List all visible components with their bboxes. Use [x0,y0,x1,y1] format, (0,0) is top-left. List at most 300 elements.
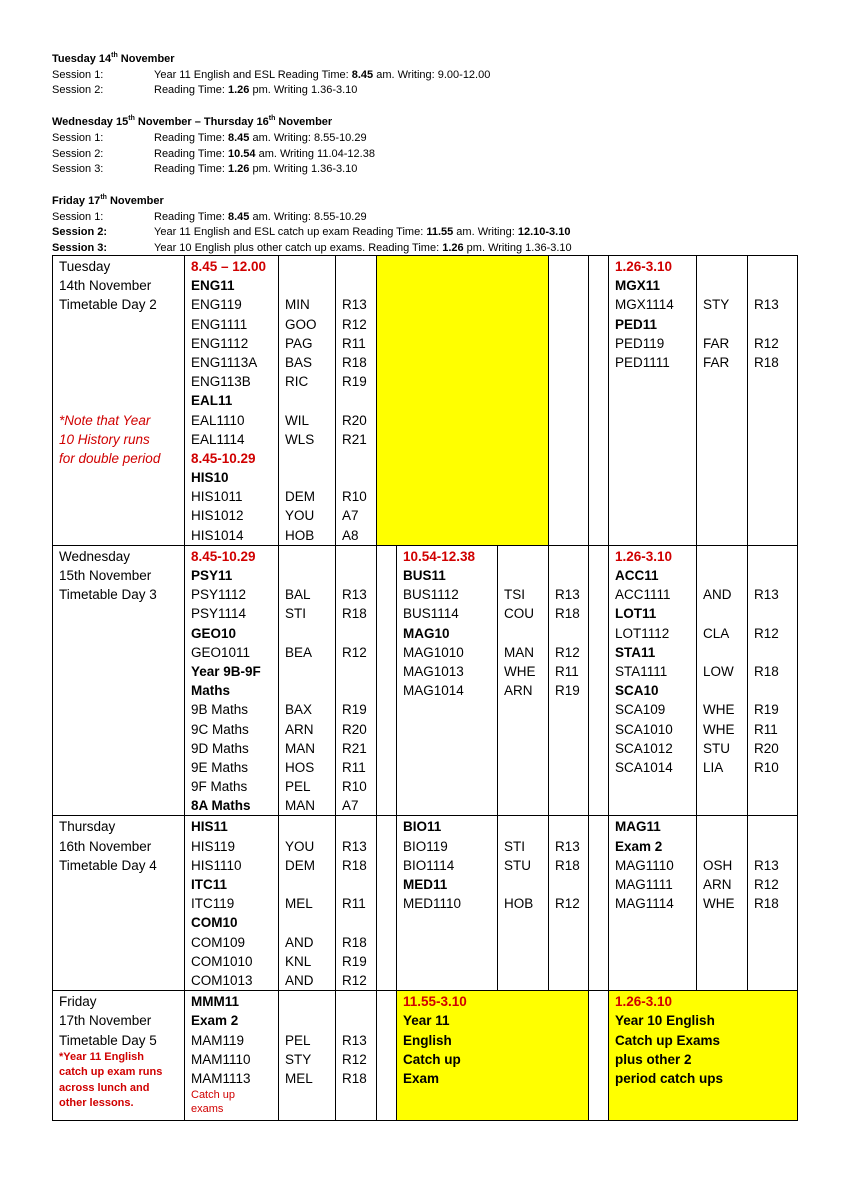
teacher-code [285,566,335,585]
catch-up-note: Catch up [191,1089,236,1102]
session-heading: HIS11 [191,819,228,835]
tuesday-session-1: Session 1: Year 11 English and ESL Reading Time: 8.45 am. Writing: 9.00-12.00 [52,68,491,81]
room-code: R20 [342,721,367,737]
teacher-code: WIL [285,412,310,428]
room-code: R12 [754,625,779,641]
thursday-s1-course [185,816,279,991]
teacher-code: WHE [703,702,735,718]
friday-session-2: Session 2: Year 11 English and ESL catch up exam Reading Time: 11.55 am. Writing: 12.10-3.10 [52,226,571,239]
teacher-code [703,837,747,856]
teacher-code: LOW [703,663,734,679]
room-code: A8 [342,527,359,543]
teacher-code [703,817,747,836]
wednesday-s2-course [397,545,498,816]
room-code: R12 [342,1051,367,1067]
class-code: SCA1010 [615,721,673,737]
class-code: ENG1113A [191,354,258,370]
teacher-code [285,624,335,643]
class-code: STA1111 [615,663,668,679]
room-code: R18 [342,857,367,873]
class-code: EAL1114 [191,431,245,447]
teacher-code: MAN [504,644,534,660]
room-code: R11 [342,335,366,351]
class-code: COM109 [191,934,246,950]
room-code: R11 [555,663,579,679]
teacher-code: BEA [285,644,313,660]
teacher-code [504,547,548,566]
friday-spacer-1 [377,991,397,1121]
teacher-code: MIN [285,297,310,313]
thursday-row [53,816,798,991]
room-code [342,624,376,643]
teacher-code: AND [703,587,732,603]
catchup-label: Year 10 English [615,1013,715,1029]
wednesday-session-2: Session 2: Reading Time: 10.54 am. Writing 11.04-12.38 [52,147,375,160]
teacher-code: STY [703,297,730,313]
class-code: MAM1110 [191,1051,251,1067]
teacher-code [504,566,548,585]
room-code [754,547,797,566]
teacher-code: OSH [703,857,733,873]
thursday-s2-teacher [498,816,549,991]
session-heading: MAG11 [615,819,661,835]
room-code [342,817,376,836]
tuesday-spacer [589,256,609,546]
room-code [342,875,376,894]
teacher-code: KNL [285,953,312,969]
teacher-code: GOO [285,316,317,332]
teacher-code [285,875,335,894]
room-code: R12 [754,335,779,351]
class-code: 9D Maths [191,740,249,756]
teacher-code: BAL [285,587,311,603]
catch-up-note: exams [191,1103,224,1116]
class-code: MAG1114 [615,896,674,912]
class-code: BIO1114 [403,857,455,873]
class-code: MAG1013 [403,663,464,679]
class-code: MAM119 [191,1032,245,1048]
session-heading: 1.26-3.10 [615,259,673,274]
room-code [555,817,588,836]
teacher-code: PEL [285,1032,311,1048]
thursday-s1-room [336,816,377,991]
room-code [754,257,797,276]
teacher-code: TSI [504,587,526,603]
teacher-code [703,604,747,623]
room-code [555,566,588,585]
catchup-time: 1.26-3.10 [615,994,673,1010]
thursday-spacer-2 [589,816,609,991]
room-code [754,643,797,662]
teacher-code: PAG [285,335,313,351]
class-code: ENG119 [191,297,242,313]
session-heading: 10.54-12.38 [403,548,476,564]
friday-spacer-2 [589,991,609,1121]
teacher-code [504,624,548,643]
wednesday-s3-teacher [697,545,748,816]
friday-s1-room [336,991,377,1121]
exam-schedule-intro [52,52,812,257]
room-code: R18 [555,606,580,622]
teacher-code: STI [504,838,526,854]
room-code [754,604,797,623]
room-code: R19 [342,374,367,390]
class-code: PED1111 [615,354,670,370]
teacher-code: PEL [285,779,311,795]
friday-note: *Year 11 English [59,1050,144,1063]
session-heading: Maths [191,683,231,699]
class-code: MGX1114 [615,297,674,313]
teacher-code [703,276,747,295]
room-code: R10 [342,489,367,505]
teacher-code: ARN [285,721,314,737]
class-code: BUS1112 [403,587,459,603]
class-code: ENG1112 [191,335,249,351]
catchup-label: Year 11 [403,1013,450,1029]
room-code: R12 [555,644,580,660]
teacher-code [504,875,548,894]
teacher-code: WHE [703,721,735,737]
session-heading: GEO10 [191,625,237,641]
wednesday-row [53,545,798,816]
teacher-code: WHE [504,663,536,679]
room-code: R18 [342,606,367,622]
session-heading: Exam 2 [191,1013,239,1029]
teacher-code: AND [285,934,314,950]
teacher-code: CLA [703,625,730,641]
room-code [342,992,376,1011]
class-code: MAG1110 [615,857,674,873]
room-code: R19 [555,683,580,699]
thursday-s2-course [397,816,498,991]
session-heading: EAL11 [191,393,233,409]
class-code: MAG1111 [615,877,673,892]
teacher-code: STI [285,606,307,622]
room-code: R13 [555,838,580,854]
room-code: R12 [342,644,367,660]
room-code: R18 [754,896,779,912]
catchup-label: Exam [403,1070,440,1086]
class-code: HIS119 [191,838,236,854]
teacher-code: FAR [703,354,730,370]
session-heading: MMM11 [191,994,240,1010]
class-code: MAG1014 [403,683,464,699]
friday-session-1: Session 1: Reading Time: 8.45 am. Writing: 8.55-10.29 [52,210,367,223]
teacher-code: MAN [285,798,315,814]
class-code: PED119 [615,335,665,351]
session-heading: STA11 [615,644,656,660]
room-code [342,468,376,487]
room-code: R13 [754,297,779,313]
session-heading: MGX11 [615,278,661,294]
friday-s3-catchup-block [609,991,798,1121]
room-code: R12 [342,972,367,988]
wednesday-s1-room [336,545,377,816]
class-code: 9C Maths [191,721,249,737]
session-heading: PSY11 [191,568,233,583]
wednesday-spacer-2 [589,545,609,816]
friday-day-cell: Friday 17th November Timetable Day 5 *Year 11 English catch up exam runs across lunch and other lessons. [53,991,185,1121]
teacher-code: MAN [285,740,315,756]
friday-row [53,991,798,1121]
teacher-code [703,566,747,585]
teacher-code: STY [285,1051,312,1067]
room-code [342,547,376,566]
teacher-code: STU [703,740,731,756]
teacher-code: DEM [285,857,315,873]
session-heading: ITC11 [191,877,228,892]
tuesday-s3-course [609,256,697,546]
thursday-spacer-1 [377,816,397,991]
teacher-code: BAS [285,354,313,370]
teacher-code: WLS [285,431,315,447]
room-code [342,566,376,585]
session-heading: SCA10 [615,683,659,699]
session-heading: PED11 [615,316,658,332]
teacher-code [285,391,335,410]
teacher-code: ARN [504,683,533,699]
class-code: 9B Maths [191,702,249,718]
teacher-code [504,817,548,836]
room-code: R20 [342,412,367,428]
room-code [342,391,376,410]
teacher-code [285,662,335,681]
friday-s1-teacher [279,991,336,1121]
room-code: R13 [754,587,779,603]
session-heading: 8A Maths [191,798,251,814]
session-heading: 8.45-10.29 [191,450,256,466]
room-code: R18 [754,354,779,370]
class-code: ITC119 [191,896,235,912]
teacher-code [285,257,335,276]
teacher-code [285,449,335,468]
room-code: R11 [754,721,778,737]
teacher-code [285,1011,335,1030]
wednesday-s1-teacher [279,545,336,816]
session-heading: MAG10 [403,625,450,641]
room-code: R18 [342,934,367,950]
tuesday-s2-block [377,256,549,546]
room-code: R12 [754,877,779,892]
room-code [555,624,588,643]
friday-session-3: Session 3: Year 10 English plus other catch up exams. Reading Time: 1.26 pm. Writing 1.36-3.10 [52,242,572,255]
class-code: COM1013 [191,972,253,988]
tuesday-s3-teacher [697,256,748,546]
teacher-code: YOU [285,508,315,524]
class-code: HIS1012 [191,508,244,524]
wednesday-s3-room [748,545,798,816]
friday-s2-catchup-block [397,991,589,1121]
class-code: MED1110 [403,896,462,912]
class-code: PSY1112 [191,587,247,603]
tuesday-day-cell: Tuesday 14th November Timetable Day 2 *Note that Year 10 History runs for double period [53,256,185,546]
class-code: BIO119 [403,838,448,854]
class-code: EAL1110 [191,412,245,428]
room-code: R11 [342,896,366,912]
room-code: A7 [342,508,359,524]
teacher-code [703,547,747,566]
wednesday-s2-room [549,545,589,816]
wednesday-spacer-1 [377,545,397,816]
class-code: SCA1012 [615,740,673,756]
room-code: R12 [342,316,367,332]
class-code: SCA109 [615,702,666,718]
teacher-code [285,681,335,700]
class-code: HIS1014 [191,527,244,543]
session-heading: 1.26-3.10 [615,548,673,564]
session-heading: 8.45 – 12.00 [191,259,267,274]
catchup-label: Catch up [403,1051,461,1067]
room-code: R18 [342,354,367,370]
room-code [754,276,797,295]
thursday-s3-room [748,816,798,991]
teacher-code: HOB [285,527,315,543]
wednesday-s1-course [185,545,279,816]
class-code: COM1010 [191,953,253,969]
wednesday-thursday-heading: Wednesday 15th November – Thursday 16th November [52,115,333,129]
room-code [342,257,376,276]
class-code: ENG1111 [191,316,248,332]
teacher-code [285,817,335,836]
room-code [555,547,588,566]
teacher-code: DEM [285,489,315,505]
thursday-s3-teacher [697,816,748,991]
room-code: R20 [754,740,779,756]
teacher-code: WHE [703,896,735,912]
room-code: R13 [342,587,367,603]
class-code: 9E Maths [191,759,249,775]
class-code: ENG113B [191,374,251,390]
tuesday-s2-room [549,256,589,546]
room-code [754,681,797,700]
wednesday-s2-teacher [498,545,549,816]
session-heading: BIO11 [403,819,442,835]
room-code [342,662,376,681]
catchup-label: Catch up Exams [615,1032,721,1048]
history-note: *Note that Year [59,412,151,428]
class-code: SCA1014 [615,759,673,775]
wednesday-session-3: Session 3: Reading Time: 1.26 pm. Writing 1.36-3.10 [52,163,358,176]
room-code: A7 [342,798,359,814]
room-code [342,449,376,468]
room-code: R18 [555,857,580,873]
session-heading: 8.45-10.29 [191,548,256,564]
session-heading: ENG11 [191,278,235,294]
wednesday-session-1: Session 1: Reading Time: 8.45 am. Writing: 8.55-10.29 [52,131,367,144]
teacher-code: FAR [703,335,730,351]
teacher-code [703,315,747,334]
room-code: R19 [342,702,367,718]
room-code [754,817,797,836]
tuesday-s3-room [748,256,798,546]
teacher-code [703,643,747,662]
wednesday-day-cell: Wednesday 15th November Timetable Day 3 [53,545,185,816]
room-code [342,913,376,932]
teacher-code: MEL [285,896,313,912]
teacher-code: COU [504,606,534,622]
teacher-code: STU [504,857,531,873]
room-code: R10 [754,759,779,775]
teacher-code: RIC [285,374,309,390]
tuesday-s1-course [185,256,279,546]
thursday-s3-course [609,816,697,991]
room-code: R13 [342,297,367,313]
class-code: HIS1011 [191,489,243,505]
session-heading: LOT11 [615,606,657,622]
teacher-code: AND [285,972,314,988]
room-code [754,566,797,585]
room-code: R19 [342,953,367,969]
room-code: R13 [754,857,779,873]
room-code: R18 [754,663,779,679]
teacher-code: LIA [703,759,724,775]
class-code: PSY1114 [191,606,247,622]
class-code: BUS1114 [403,606,459,622]
friday-s1-course [185,991,279,1121]
catchup-time: 11.55-3.10 [403,994,467,1010]
class-code: MAM1113 [191,1070,251,1086]
catchup-label: plus other 2 [615,1051,692,1067]
class-code: 9F Maths [191,779,248,795]
teacher-code [703,257,747,276]
room-code [342,276,376,295]
room-code [342,681,376,700]
room-code: R19 [754,702,779,718]
session-heading: COM10 [191,915,238,931]
teacher-code [285,276,335,295]
tuesday-heading: Tuesday 14th November [52,52,175,65]
thursday-day-cell: Thursday 16th November Timetable Day 4 [53,816,185,991]
tuesday-s1-teacher [279,256,336,546]
session-heading: HIS10 [191,470,229,486]
teacher-code: YOU [285,838,315,854]
teacher-code [285,913,335,932]
teacher-code [285,468,335,487]
room-code: R21 [342,740,367,756]
session-heading: Exam 2 [615,838,663,854]
class-code: MAG1010 [403,644,464,660]
room-code: R13 [555,587,580,603]
room-code [754,315,797,334]
tuesday-s1-room [336,256,377,546]
teacher-code [703,681,747,700]
session-heading: MED11 [403,877,448,892]
class-code: ACC1111 [615,587,671,603]
room-code: R10 [342,779,367,795]
room-code: R11 [342,759,366,775]
room-code: R13 [342,838,367,854]
session-heading: ACC11 [615,568,659,583]
class-code: HIS1110 [191,857,242,873]
friday-heading: Friday 17th November [52,193,164,207]
wednesday-s3-course [609,545,697,816]
teacher-code [285,547,335,566]
tuesday-row [53,256,798,546]
room-code: R13 [342,1032,367,1048]
room-code: R21 [342,431,367,447]
room-code [342,1011,376,1030]
catchup-label: period catch ups [615,1070,724,1086]
session-heading: BUS11 [403,568,446,583]
session-heading: Year 9B-9F [191,663,261,679]
teacher-code: ARN [703,877,732,892]
room-code [754,837,797,856]
teacher-code: MEL [285,1070,313,1086]
teacher-code [285,992,335,1011]
thursday-s2-room [549,816,589,991]
room-code: R12 [555,896,580,912]
class-code: LOT1112 [615,625,670,641]
